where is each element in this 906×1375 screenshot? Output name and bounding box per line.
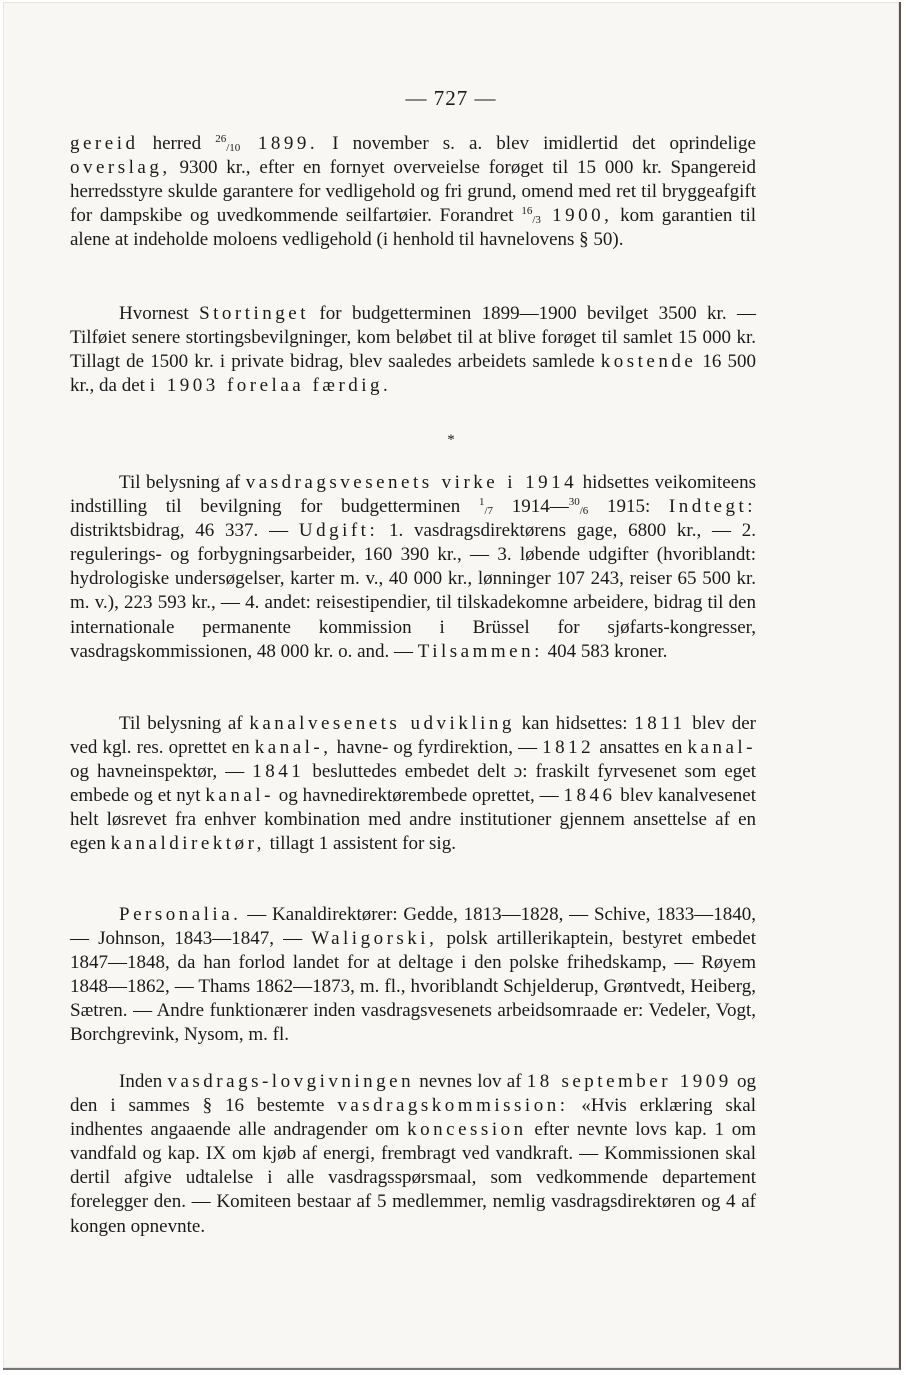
page-number: — 727 — xyxy=(405,86,497,110)
paragraph-vasdragsvesen-1914: Til belysning af vasdragsvesenets virke i 1914 hidsettes veikomiteens indstilling til bevilgning for budgetterminen $^1_{/7}$ 1914—$^{30}_{/6}$ 1915: Indtegt: distriktsbidrag, 46 337. — Udgift: 1. vasdragsdirektørens gage, 6800 kr., — 2. regulerings- og forbygningsarbeider, 160 390 kr., — 3. løbende udgifter (hvoriblandt: hydrologiske undersøgelser, karter m. v., 40 000 kr., lønninger 107 243, reiser 65 500 kr. m. v.), 223 593 kr., — 4. andet: reisestipendier, til tilskadekomne arbeidere, bidrag til den internationale permanente kommission i Brüssel for sjøfarts-kongresser, vasdragskommissionen, 48 000 kr. o. and. — Tilsammen: 404 583 kroner. xyxy=(70,472,757,662)
paragraph-spangereid-guarantee: gereid herred $^{26}_{/10}$ 1899. I november s. a. blev imidlertid det oprindelige overslag, 9300 kr., efter en fornyet overveielse forøget til 15 000 kr. Spangereid herredsstyre skulde garantere for vedligehold og fri grund, omend med ret til bryggeafgift for dampskibe og uvedkommende seilfartøier. Forandret $^{16}_{/3}$ 1900, kom garantien til alene at indeholde moloens vedligehold (i henhold til havnelovens § 50). xyxy=(70,133,757,251)
paragraph-personalia: Personalia. — Kanaldirektører: Gedde, 1813—1828, — Schive, 1833—1840, — Johnson, 1843—1847, — Waligorski, polsk artillerikaptein, bestyret embedet 1847—1848, da han forlod landet for at deltage i den polske frihedskamp, — Røyem 1848—1862, — Thams 1862—1873, m. fl., hvoriblandt Schjelderup, Grøntvedt, Heiberg, Sætren. — Andre funktionærer inden vasdragsvesenets arbeidsomraade er: Vedeler, Vogt, Borchgrevink, Nysom, m. fl. xyxy=(70,904,756,1046)
section-separator: * xyxy=(447,432,455,448)
page-sheet xyxy=(3,2,901,1370)
paragraph-vasdrags-lovgivning: Inden vasdrags-lovgivningen nevnes lov af 18 september 1909 og den i sammes § 16 bestemte vasdragskommission: «Hvis erklæring skal indhentes angaaende alle andragender om koncession efter nevnte lovs kap. 1 om vandfald og kap. IX om kjøb af energi, frembragt ved vandkraft. — Kommissionen skal dertil afgive udtalelse i alle vasdragsspørsmaal, som vedkommende departement forelegger den. — Komiteen bestaar af 5 medlemmer, nemlig vasdragsdirektøren og 4 af kongen opnevnte. xyxy=(70,1071,757,1237)
paragraph-storting-budget: Hvornest Stortinget for budgetterminen 1899—1900 bevilget 3500 kr. — Tilføiet senere stortingsbevilgninger, kom beløbet til at blive forøget til samlet 15 000 kr. Tillagt de 1500 kr. i private bidrag, blev saaledes arbeidets samlede kostende 16 500 kr., da det i 1903 forelaa færdig. xyxy=(70,303,757,397)
paragraph-kanalvesen-history: Til belysning af kanalvesenets udvikling kan hidsettes: 1811 blev der ved kgl. res. oprettet en kanal-, havne- og fyrdirektion, — 1812 ansattes en kanal- og havneinspektør, — 1841 besluttedes embedet delt ɔ: fraskilt fyrvesenet som eget embede og et nyt kanal- og havnedirektørembede oprettet, — 1846 blev kanalvesenet helt løsrevet fra enhver kombination med andre institutioner gjennem ansettelse af en egen kanaldirektør, tillagt 1 assistent for sig. xyxy=(70,713,756,855)
